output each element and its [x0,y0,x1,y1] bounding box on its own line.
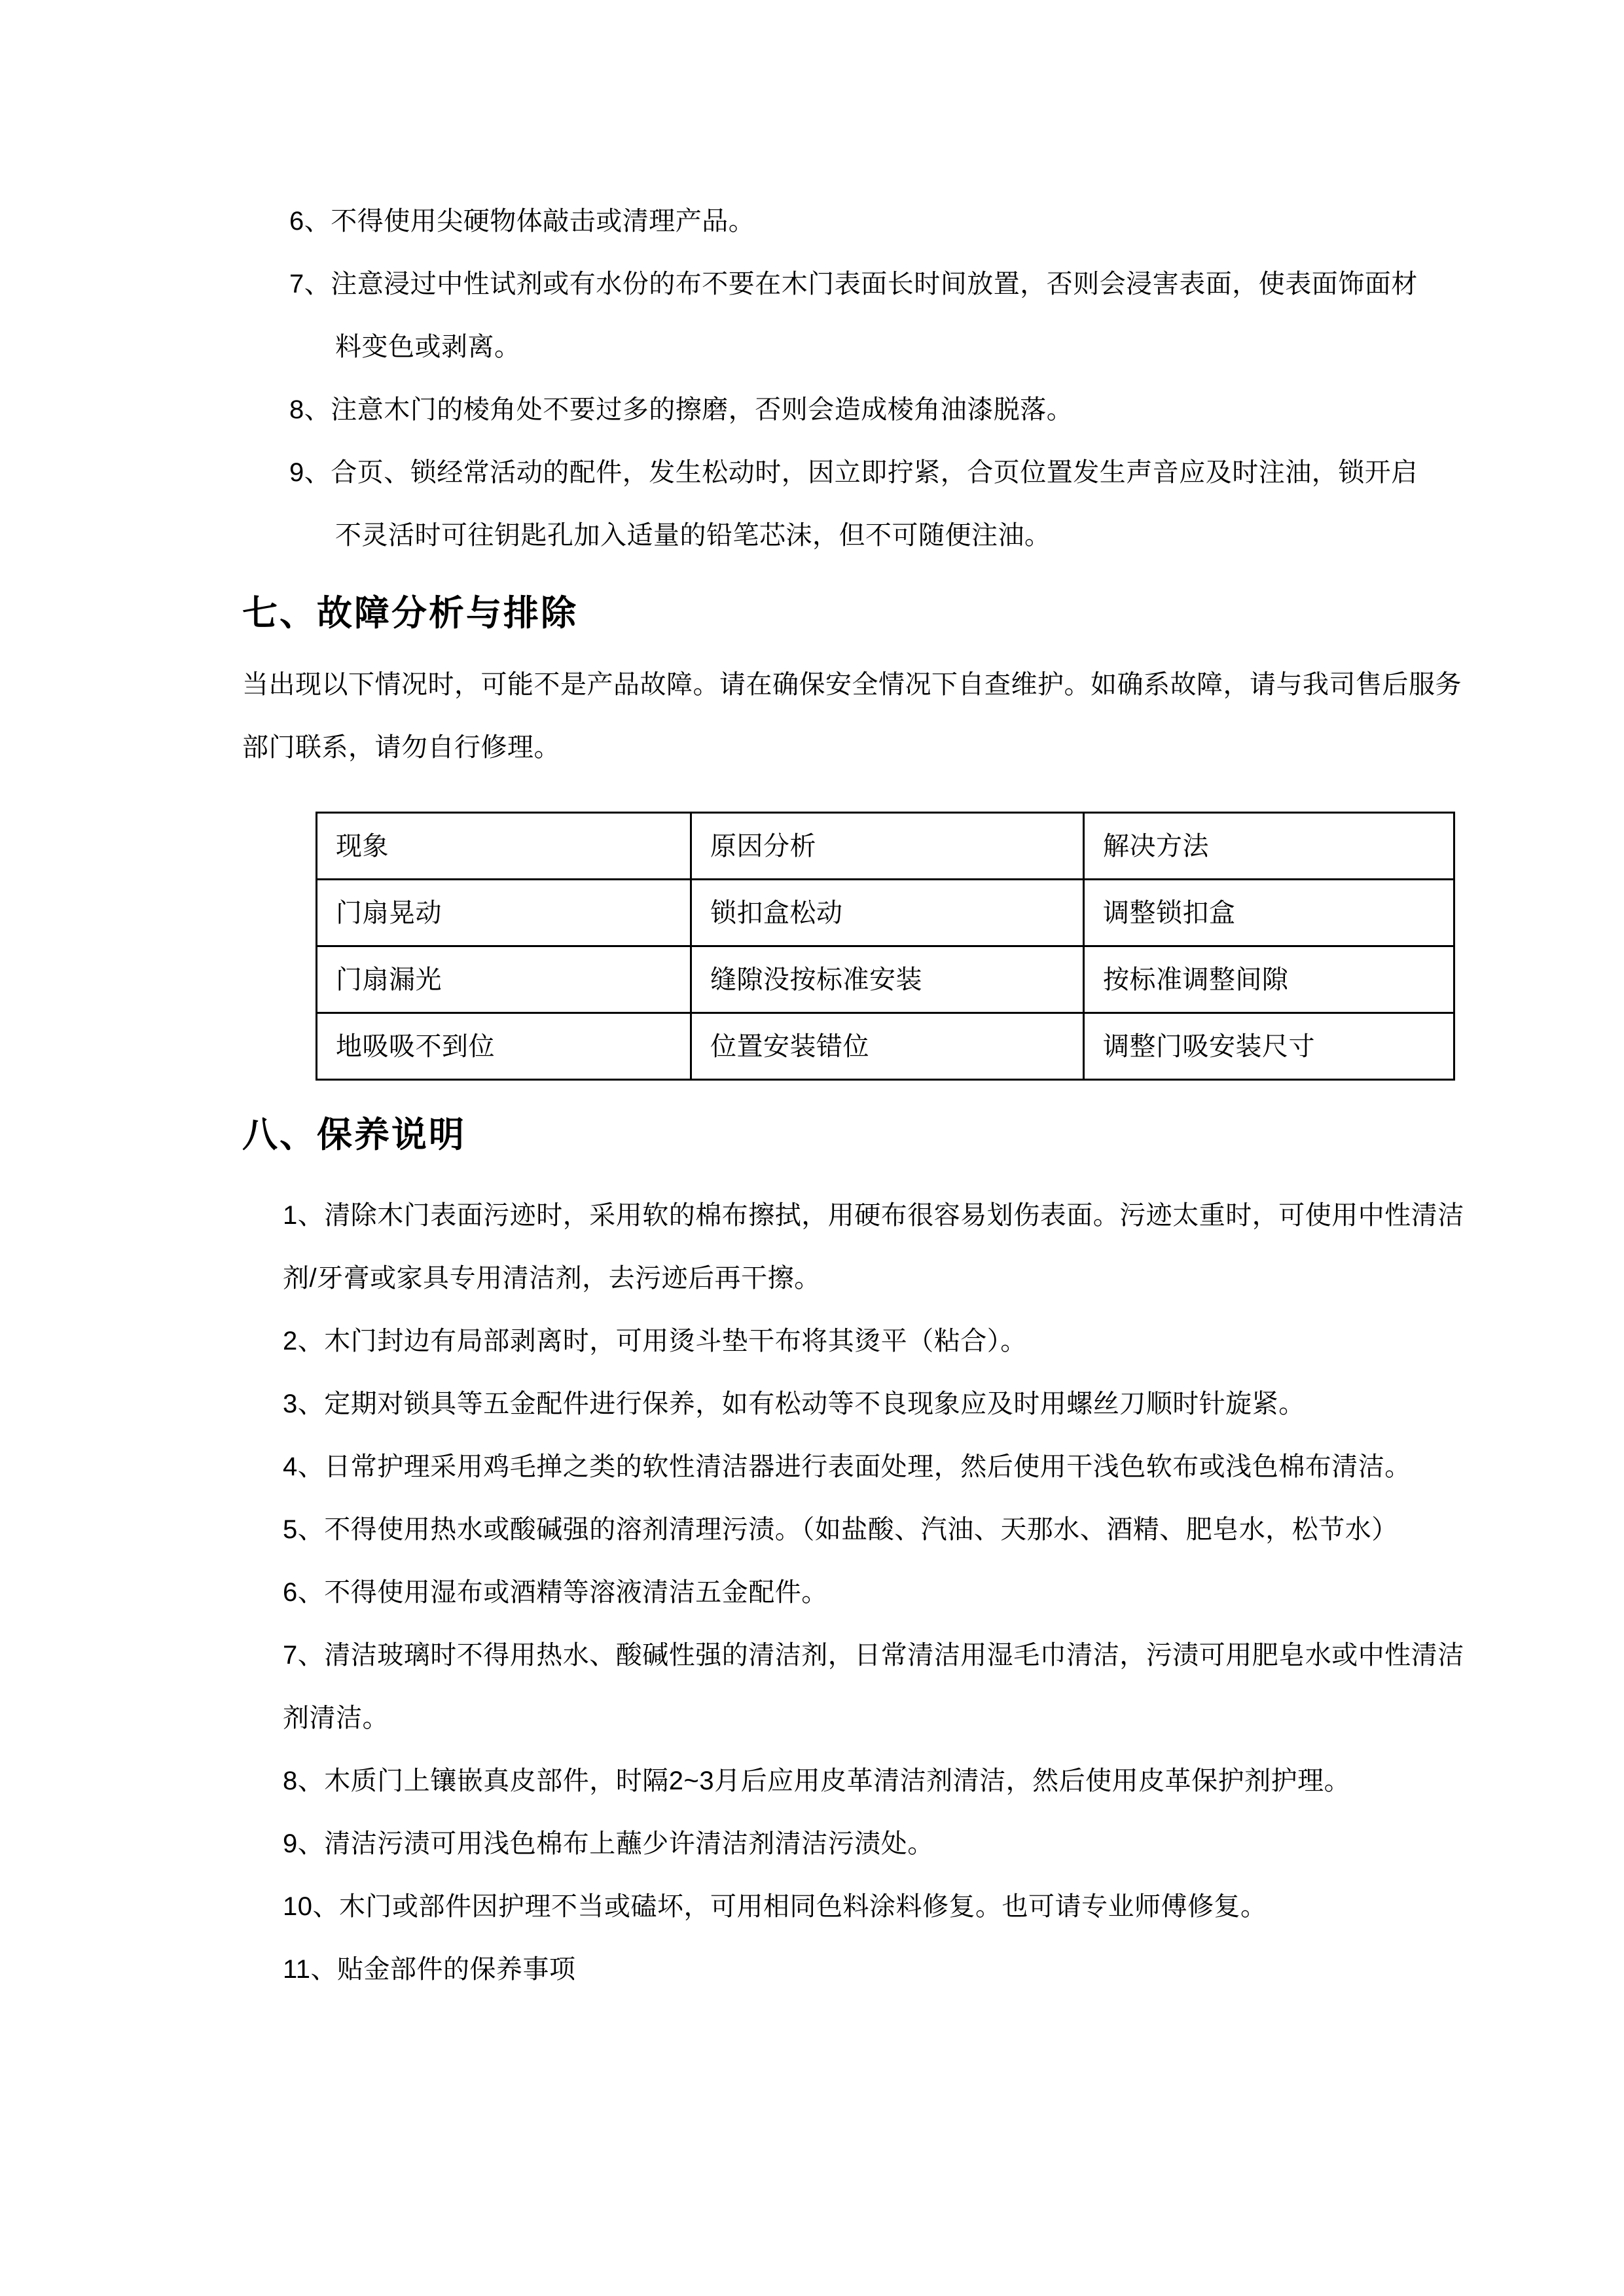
section-heading-maintenance: 八、保养说明 [242,1115,466,1155]
table-cell: 位置安装错位 [691,1013,1084,1080]
list-item-number: 7、 [289,270,331,298]
list-item-number: 4、 [283,1452,325,1481]
list-item-text: 注意浸过中性试剂或有水份的布不要在木门表面长时间放置，否则会浸害表面，使表面饰面材料变色或剥离。 [331,270,1418,361]
list-item-number: 5、 [283,1515,325,1544]
list-item-8 [289,378,1467,441]
list-item-number: 10、 [283,1892,339,1921]
table-cell: 按标准调整间隙 [1084,946,1454,1013]
table-cell: 门扇漏光 [317,946,691,1013]
list-item-11 [283,1938,1467,2001]
list-item-text: 不得使用热水或酸碱强的溶剂清理污渍。（如盐酸、汽油、天那水、酒精、肥皂水，松节水） [324,1515,1398,1544]
table-header-cell-solution: 解决方法 [1084,813,1454,880]
maintenance-list [242,1184,1467,2001]
list-item-text: 不得使用尖硬物体敲击或清理产品。 [331,207,755,236]
list-item-number: 6、 [289,207,331,236]
table-cell: 缝隙没按标准安装 [691,946,1084,1013]
table-cell: 调整门吸安装尺寸 [1084,1013,1454,1080]
list-item-number: 8、 [289,395,331,424]
list-item-text: 木门封边有局部剥离时，可用烫斗垫干布将其烫平（粘合）。 [324,1327,1027,1355]
list-item-number: 6、 [283,1578,325,1607]
list-item-7 [283,1624,1467,1749]
table-cell: 锁扣盒松动 [691,880,1084,946]
carryover-list [242,190,1467,567]
list-item-number: 3、 [283,1390,325,1418]
list-item-text: 日常护理采用鸡毛掸之类的软性清洁器进行表面处理，然后使用干浅色软布或浅色棉布清洁。 [324,1452,1411,1481]
list-item-text: 定期对锁具等五金配件进行保养，如有松动等不良现象应及时用螺丝刀顺时针旋紧。 [324,1390,1305,1418]
list-item-text: 清洁污渍可用浅色棉布上蘸少许清洁剂清洁污渍处。 [324,1829,934,1858]
list-item-4 [283,1435,1467,1498]
list-item-1 [283,1184,1467,1310]
table-row [317,880,1454,946]
list-item-number: 2、 [283,1327,325,1355]
list-item-8 [283,1749,1467,1812]
list-item-text: 贴金部件的保养事项 [337,1955,576,1984]
list-item-text: 清洁玻璃时不得用热水、酸碱性强的清洁剂，日常清洁用湿毛巾清洁，污渍可用肥皂水或中性清洁剂清洁。 [283,1641,1464,1732]
list-item-2 [283,1310,1467,1372]
list-item-number: 11、 [283,1955,338,1984]
list-item-text: 不得使用湿布或酒精等溶液清洁五金配件。 [324,1578,828,1607]
table-row [317,1013,1454,1080]
list-item-6 [289,190,1467,253]
table-cell: 地吸吸不到位 [317,1013,691,1080]
list-item-9 [289,441,1467,567]
list-item-3 [283,1372,1467,1435]
list-item-9 [283,1812,1467,1875]
table-cell: 门扇晃动 [317,880,691,946]
table-header-cell-phenomenon: 现象 [317,813,691,880]
list-item-6 [283,1561,1467,1624]
list-item-text: 合页、锁经常活动的配件，发生松动时，因立即拧紧，合页位置发生声音应及时注油，锁开启不灵活时可往钥匙孔加入适量的铅笔芯沫，但不可随便注油。 [331,458,1418,550]
table-header-cell-cause: 原因分析 [691,813,1084,880]
list-item-10 [283,1875,1467,1938]
list-item-number: 7、 [283,1641,325,1670]
list-item-7 [289,253,1467,378]
table-row [317,946,1454,1013]
list-item-text: 清除木门表面污迹时，采用软的棉布擦拭，用硬布很容易划伤表面。污迹太重时，可使用中性清洁剂/牙膏或家具专用清洁剂，去污迹后再干擦。 [283,1201,1464,1293]
list-item-number: 1、 [283,1201,325,1230]
list-item-text: 木质门上镶嵌真皮部件，时隔2~3月后应用皮革清洁剂清洁，然后使用皮革保护剂护理。 [324,1767,1351,1795]
list-item-number: 8、 [283,1767,325,1795]
list-item-5 [283,1498,1467,1561]
fault-table [316,812,1455,1081]
list-item-text: 木门或部件因护理不当或磕坏，可用相同色料涂料修复。也可请专业师傅修复。 [339,1892,1267,1921]
fault-intro-paragraph: 当出现以下情况时，可能不是产品故障。请在确保安全情况下自查维护。如确系故障，请与我司售后服务部门联系，请勿自行修理。 [242,670,1462,762]
list-item-text: 注意木门的棱角处不要过多的擦磨，否则会造成棱角油漆脱落。 [331,395,1074,424]
list-item-number: 9、 [283,1829,325,1858]
list-item-number: 9、 [289,458,331,487]
table-cell: 调整锁扣盒 [1084,880,1454,946]
fault-table-header-row [317,813,1454,880]
section-heading-fault: 七、故障分析与排除 [242,594,578,633]
